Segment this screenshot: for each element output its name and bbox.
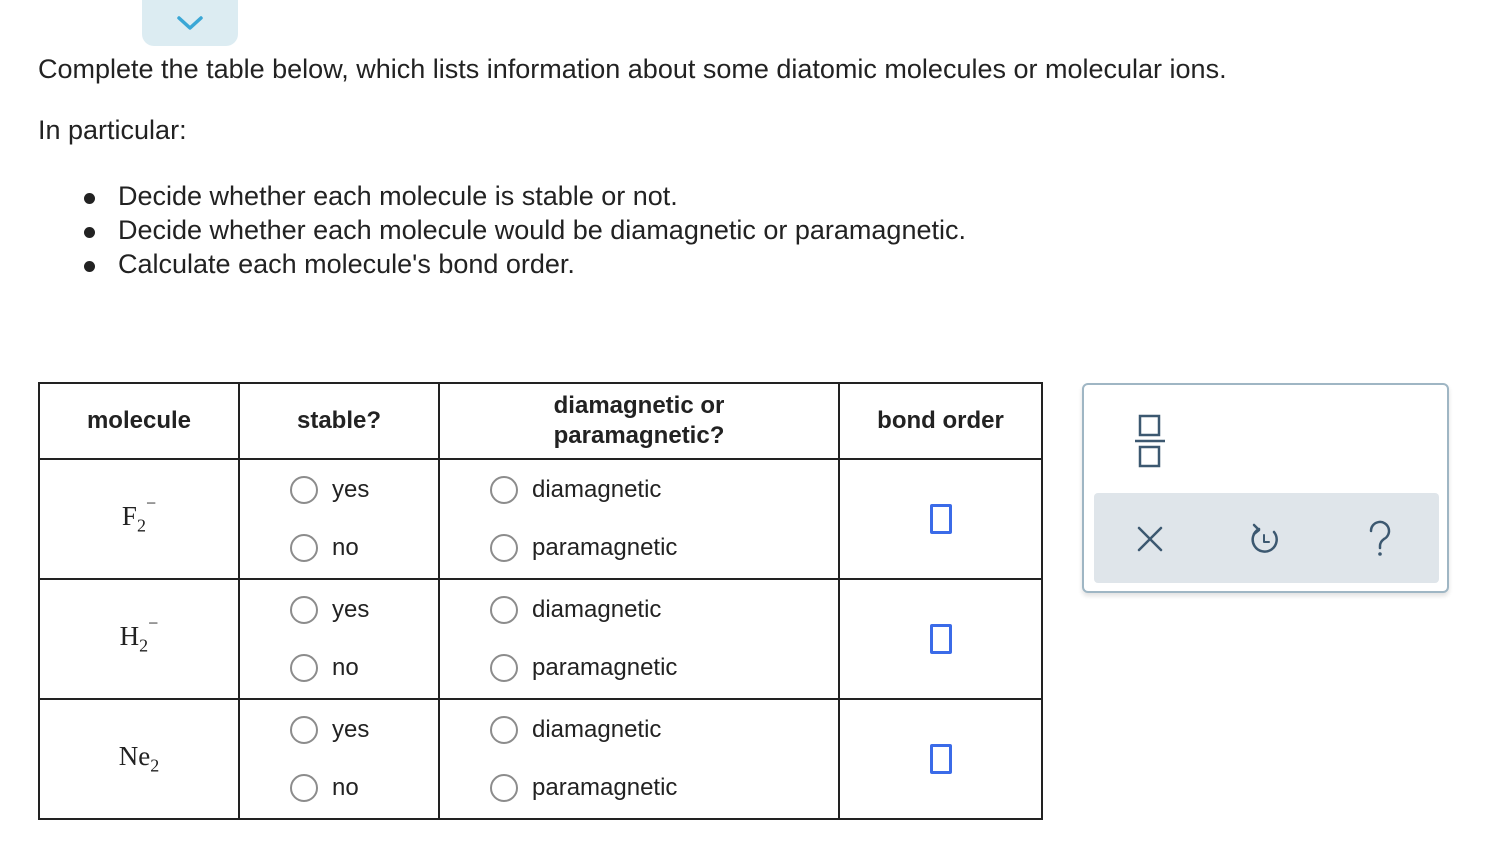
instruction-list bbox=[80, 179, 1227, 281]
molecule-cell bbox=[39, 579, 239, 699]
palette-toolbar bbox=[1094, 493, 1439, 583]
magnetic-cell bbox=[439, 699, 839, 819]
radio-button[interactable] bbox=[490, 774, 518, 802]
radio-button[interactable] bbox=[290, 596, 318, 624]
header-molecule: molecule bbox=[39, 383, 239, 459]
header-magnetic-line2: paramagnetic? bbox=[553, 422, 725, 449]
option-label: yes bbox=[332, 596, 370, 623]
radio-button[interactable] bbox=[290, 476, 318, 504]
help-icon bbox=[1365, 520, 1395, 558]
bond-order-input[interactable] bbox=[930, 744, 952, 774]
molecule-subscript: 2 bbox=[139, 635, 149, 656]
list-item: Decide whether each molecule is stable or not. bbox=[80, 179, 1227, 213]
magnetic-cell bbox=[439, 579, 839, 699]
radio-button[interactable] bbox=[490, 534, 518, 562]
molecule-subscript: 2 bbox=[150, 755, 160, 776]
table-row bbox=[39, 459, 1042, 579]
paramagnetic-option[interactable] bbox=[490, 651, 838, 685]
bond-order-input[interactable] bbox=[930, 504, 952, 534]
stable-yes-option[interactable] bbox=[290, 713, 438, 747]
list-item: Decide whether each molecule would be diamagnetic or paramagnetic. bbox=[80, 213, 1227, 247]
stable-no-option[interactable] bbox=[290, 651, 438, 685]
stable-cell bbox=[239, 699, 439, 819]
instructions bbox=[38, 50, 1227, 281]
molecule-subscript: 2 bbox=[136, 515, 146, 536]
option-label: paramagnetic bbox=[532, 774, 678, 801]
option-label: no bbox=[332, 534, 359, 561]
chevron-down-icon bbox=[175, 13, 205, 33]
molecule-cell bbox=[39, 699, 239, 819]
close-icon bbox=[1135, 524, 1165, 554]
molecule-table bbox=[38, 382, 1043, 820]
radio-button[interactable] bbox=[490, 654, 518, 682]
bond-order-cell bbox=[839, 459, 1042, 579]
stable-yes-option[interactable] bbox=[290, 473, 438, 507]
header-bond-order: bond order bbox=[839, 383, 1042, 459]
undo-icon bbox=[1248, 521, 1282, 557]
instruction-line: Complete the table below, which lists information about some diatomic molecules or molecular ions. bbox=[38, 54, 1227, 84]
option-label: diamagnetic bbox=[532, 476, 662, 503]
stable-yes-option[interactable] bbox=[290, 593, 438, 627]
molecule-charge: − bbox=[145, 493, 157, 514]
help-button[interactable] bbox=[1350, 509, 1410, 569]
stable-no-option[interactable] bbox=[290, 771, 438, 805]
paramagnetic-option[interactable] bbox=[490, 531, 838, 565]
diamagnetic-option[interactable] bbox=[490, 473, 838, 507]
fraction-button[interactable] bbox=[1132, 411, 1168, 471]
option-label: no bbox=[332, 654, 359, 681]
radio-button[interactable] bbox=[490, 596, 518, 624]
stable-no-option[interactable] bbox=[290, 531, 438, 565]
stable-cell bbox=[239, 579, 439, 699]
molecule-symbol: H bbox=[119, 621, 140, 652]
radio-button[interactable] bbox=[490, 716, 518, 744]
table-row bbox=[39, 699, 1042, 819]
paramagnetic-option[interactable] bbox=[490, 771, 838, 805]
molecule-cell bbox=[39, 459, 239, 579]
option-label: paramagnetic bbox=[532, 654, 678, 681]
option-label: no bbox=[332, 774, 359, 801]
magnetic-cell bbox=[439, 459, 839, 579]
header-stable: stable? bbox=[239, 383, 439, 459]
option-label: yes bbox=[332, 476, 370, 503]
table-header-row bbox=[39, 383, 1042, 459]
bond-order-input[interactable] bbox=[930, 624, 952, 654]
molecule-symbol: Ne bbox=[118, 741, 151, 772]
radio-button[interactable] bbox=[490, 476, 518, 504]
bond-order-cell bbox=[839, 699, 1042, 819]
header-magnetic bbox=[439, 383, 839, 459]
bond-order-cell bbox=[839, 579, 1042, 699]
diamagnetic-option[interactable] bbox=[490, 593, 838, 627]
option-label: diamagnetic bbox=[532, 596, 662, 623]
radio-button[interactable] bbox=[290, 654, 318, 682]
collapse-tab[interactable] bbox=[142, 0, 238, 46]
stable-cell bbox=[239, 459, 439, 579]
undo-button[interactable] bbox=[1235, 509, 1295, 569]
diamagnetic-option[interactable] bbox=[490, 713, 838, 747]
option-label: yes bbox=[332, 716, 370, 743]
header-magnetic-line1: diamagnetic or bbox=[553, 392, 725, 419]
math-palette bbox=[1082, 383, 1449, 593]
radio-button[interactable] bbox=[290, 716, 318, 744]
clear-button[interactable] bbox=[1120, 509, 1180, 569]
table-row bbox=[39, 579, 1042, 699]
fraction-icon bbox=[1132, 411, 1168, 471]
radio-button[interactable] bbox=[290, 534, 318, 562]
option-label: paramagnetic bbox=[532, 534, 678, 561]
molecule-charge: − bbox=[148, 613, 159, 634]
radio-button[interactable] bbox=[290, 774, 318, 802]
list-item: Calculate each molecule's bond order. bbox=[80, 247, 1227, 281]
instruction-subline: In particular: bbox=[38, 115, 187, 145]
molecule-symbol: F bbox=[121, 501, 137, 532]
option-label: diamagnetic bbox=[532, 716, 662, 743]
